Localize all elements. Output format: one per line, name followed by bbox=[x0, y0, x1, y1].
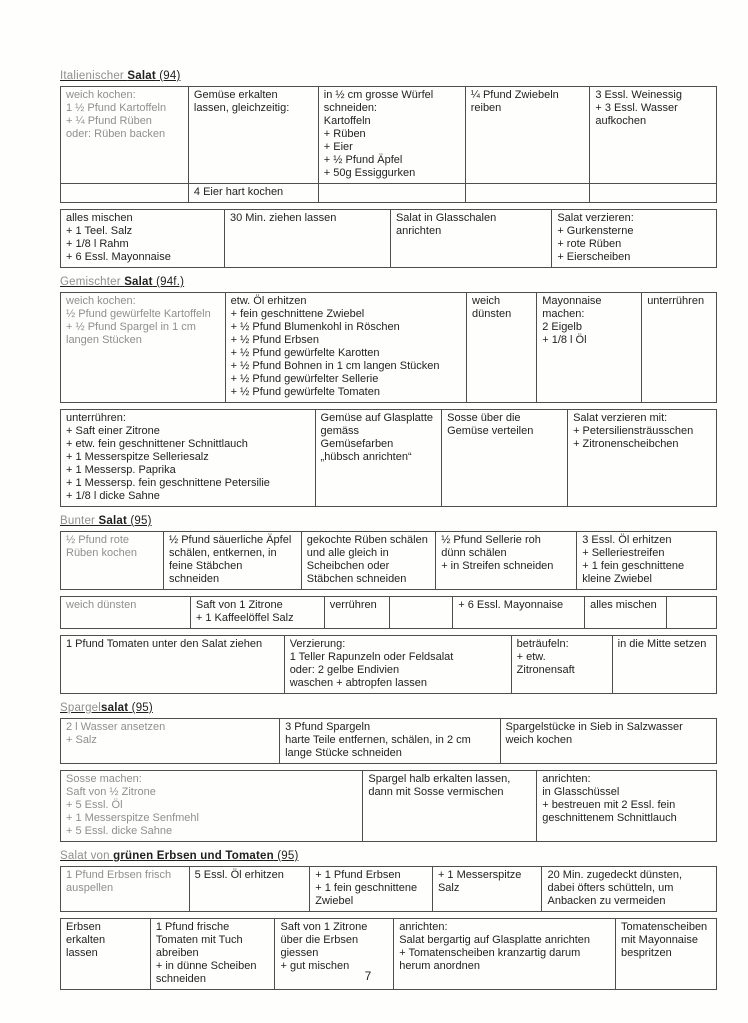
recipe-cell bbox=[61, 184, 189, 203]
recipe-cell: 30 Min. ziehen lassen bbox=[225, 210, 391, 268]
recipe-cell: alles mischen + 1 Teel. Salz + 1/8 l Rahm + 6 Essl. Mayonnaise bbox=[61, 210, 225, 268]
recipe-table bbox=[60, 866, 717, 912]
recipe-cell: anrichten: Salat bergartig auf Glasplatte anrichten + Tomatenscheiben kranzartig darum herum anordnen bbox=[394, 919, 616, 990]
recipe-cell: Salat verzieren mit: + Petersiliensträusschen + Zitronenscheibchen bbox=[568, 410, 717, 507]
section-title bbox=[60, 276, 717, 289]
recipe-cell: Erbsen erkalten lassen bbox=[61, 919, 151, 990]
section-title-part: (94) bbox=[155, 70, 181, 82]
recipe-sections-container bbox=[60, 70, 717, 998]
recipe-cell: ½ Pfund Sellerie roh dünn schälen + in Streifen schneiden bbox=[436, 532, 577, 590]
section-title-part: (95) bbox=[128, 702, 153, 714]
recipe-cell: + 1 Messerspitze Salz bbox=[432, 867, 542, 912]
recipe-cell: unterrühren bbox=[642, 293, 717, 403]
section-title-part: salat bbox=[101, 702, 129, 714]
recipe-cell: 1 Pfund Erbsen frisch auspellen bbox=[61, 867, 190, 912]
recipe-cell: 20 Min. zugedeckt dünsten, dabei öfters schütteln, um Anbacken zu vermeiden bbox=[542, 867, 717, 912]
recipe-cell: + 1 Pfund Erbsen + 1 fein geschnittene Zwiebel bbox=[310, 867, 433, 912]
section-title-part: Spargel bbox=[60, 702, 102, 714]
recipe-cell: Gemüse erkalten lassen, gleichzeitig: bbox=[188, 87, 318, 184]
recipe-cell bbox=[667, 597, 717, 629]
section-title bbox=[60, 702, 717, 715]
recipe-table bbox=[60, 409, 717, 507]
recipe-cell: Tomatenscheiben mit Mayonnaise bespritzen bbox=[615, 919, 716, 990]
recipe-row bbox=[61, 293, 717, 403]
section-title-part: Salat bbox=[124, 276, 153, 288]
recipe-table bbox=[60, 86, 717, 203]
recipe-cell: beträufeln: + etw. Zitronensaft bbox=[511, 636, 612, 694]
recipe-cell: etw. Öl erhitzen + fein geschnittene Zwiebel + ½ Pfund Blumenkohl in Röschen + ½ Pfund Erbsen + ½ Pfund gewürfelte Karotten + ½ Pfund Bohnen in 1 cm langen Stücken + ½ Pfund gewürfelter Sellerie + ½ Pfund gewürfelte Tomaten bbox=[225, 293, 466, 403]
recipe-section-italienischer-salat bbox=[60, 70, 717, 268]
recipe-cell: Sosse über die Gemüse verteilen bbox=[442, 410, 568, 507]
recipe-cell: 3 Pfund Spargeln harte Teile entfernen, schälen, in 2 cm lange Stücke schneiden bbox=[280, 719, 500, 764]
recipe-row bbox=[61, 87, 717, 184]
recipe-cell: 5 Essl. Öl erhitzen bbox=[189, 867, 310, 912]
recipe-cell: Verzierung: 1 Teller Rapunzeln oder Feldsalat oder: 2 gelbe Endivien waschen + abtropfen lassen bbox=[284, 636, 511, 694]
recipe-row bbox=[61, 771, 717, 842]
section-title-part: Bunter bbox=[60, 515, 99, 527]
recipe-cell: 1 Pfund frische Tomaten mit Tuch abreiben + in dünne Scheiben schneiden bbox=[150, 919, 275, 990]
recipe-table bbox=[60, 718, 717, 764]
recipe-row bbox=[61, 597, 717, 629]
recipe-cell: ¼ Pfund Zwiebeln reiben bbox=[465, 87, 590, 184]
recipe-cell bbox=[318, 184, 465, 203]
recipe-table bbox=[60, 635, 717, 694]
recipe-cell: 3 Essl. Weinessig + 3 Essl. Wasser aufkochen bbox=[590, 87, 717, 184]
recipe-cell: in die Mitte setzen bbox=[612, 636, 716, 694]
section-title-part: Salat bbox=[127, 70, 156, 82]
recipe-section-gemischter-salat bbox=[60, 276, 717, 507]
recipe-cell: Sosse machen: Saft von ½ Zitrone + 5 Essl. Öl + 1 Messerspitze Senfmehl + 5 Essl. dicke Sahne bbox=[61, 771, 363, 842]
recipe-section-bunter-salat bbox=[60, 515, 717, 694]
recipe-cell: verrühren bbox=[324, 597, 389, 629]
recipe-table bbox=[60, 209, 717, 268]
recipe-row bbox=[61, 636, 717, 694]
recipe-cell: + 6 Essl. Mayonnaise bbox=[453, 597, 585, 629]
recipe-row bbox=[61, 210, 717, 268]
recipe-cell: weich dünsten bbox=[61, 597, 191, 629]
recipe-cell: alles mischen bbox=[585, 597, 667, 629]
recipe-cell: 2 l Wasser ansetzen + Salz bbox=[61, 719, 280, 764]
recipe-cell: unterrühren: + Saft einer Zitrone + etw. fein geschnittener Schnittlauch + 1 Messerspitze Selleriesalz + 1 Messersp. Paprika + 1 Messersp. fein geschnittene Petersilie + 1/8 l dicke Sahne bbox=[61, 410, 316, 507]
recipe-row bbox=[61, 867, 717, 912]
section-title-part: Gemischter bbox=[60, 276, 125, 288]
recipe-cell: 3 Essl. Öl erhitzen + Selleriestreifen + 1 fein geschnittene kleine Zwiebel bbox=[577, 532, 717, 590]
recipe-cell: in ½ cm grosse Würfel schneiden: Kartoffeln + Rüben + Eier + ½ Pfund Äpfel + 50g Essiggurken bbox=[318, 87, 465, 184]
recipe-cell: Salat in Glasschalen anrichten bbox=[390, 210, 551, 268]
recipe-row bbox=[61, 719, 717, 764]
recipe-cell: weich kochen: ½ Pfund gewürfelte Kartoffeln + ½ Pfund Spargel in 1 cm langen Stücken bbox=[61, 293, 226, 403]
recipe-table bbox=[60, 531, 717, 590]
recipe-cell: 4 Eier hart kochen bbox=[188, 184, 318, 203]
recipe-cell bbox=[465, 184, 590, 203]
section-title-part: (94f.) bbox=[152, 276, 185, 288]
recipe-cell bbox=[590, 184, 717, 203]
recipe-row bbox=[61, 410, 717, 507]
section-title-part: (95) bbox=[273, 850, 299, 862]
recipe-row bbox=[61, 532, 717, 590]
section-title bbox=[60, 850, 717, 863]
recipe-cell: Saft von 1 Zitrone über die Erbsen giessen + gut mischen bbox=[275, 919, 394, 990]
section-title-part: grünen Erbsen und Tomaten bbox=[113, 850, 274, 862]
section-title bbox=[60, 515, 717, 528]
section-title bbox=[60, 70, 717, 83]
recipe-cell: Saft von 1 Zitrone + 1 Kaffeelöffel Salz bbox=[190, 597, 324, 629]
recipe-cell: weich kochen: 1 ½ Pfund Kartoffeln + ¼ Pfund Rüben oder: Rüben backen bbox=[61, 87, 189, 184]
section-title-part: Salat von bbox=[60, 850, 114, 862]
recipe-cell bbox=[389, 597, 453, 629]
recipe-cell: ½ Pfund säuerliche Äpfel schälen, entkernen, in feine Stäbchen schneiden bbox=[163, 532, 301, 590]
recipe-cell: Mayonnaise machen: 2 Eigelb + 1/8 l Öl bbox=[537, 293, 642, 403]
recipe-table bbox=[60, 292, 717, 403]
recipe-cell: anrichten: in Glasschüssel + bestreuen mit 2 Essl. fein geschnittenem Schnittlauch bbox=[537, 771, 717, 842]
recipe-section-spargelsalat bbox=[60, 702, 717, 842]
recipe-cell: Salat verzieren: + Gurkensterne + rote Rüben + Eierscheiben bbox=[552, 210, 717, 268]
page-number: 7 bbox=[364, 969, 372, 983]
section-title-part: Salat bbox=[98, 515, 127, 527]
recipe-cell: Gemüse auf Glasplatte gemäss Gemüsefarben „hübsch anrichten“ bbox=[315, 410, 442, 507]
recipe-cell: weich dünsten bbox=[467, 293, 537, 403]
recipe-cell: ½ Pfund rote Rüben kochen bbox=[61, 532, 164, 590]
recipe-cell: Spargel halb erkalten lassen, dann mit Sosse vermischen bbox=[363, 771, 537, 842]
recipe-table bbox=[60, 770, 717, 842]
recipe-cell: 1 Pfund Tomaten unter den Salat ziehen bbox=[61, 636, 285, 694]
recipe-cell: Spargelstücke in Sieb in Salzwasser weich kochen bbox=[500, 719, 717, 764]
recipe-row bbox=[61, 184, 717, 203]
recipe-table bbox=[60, 596, 717, 629]
recipe-cell: gekochte Rüben schälen und alle gleich in Scheibchen oder Stäbchen schneiden bbox=[301, 532, 435, 590]
section-title-part: Italienischer bbox=[60, 70, 128, 82]
section-title-part: (95) bbox=[126, 515, 152, 527]
